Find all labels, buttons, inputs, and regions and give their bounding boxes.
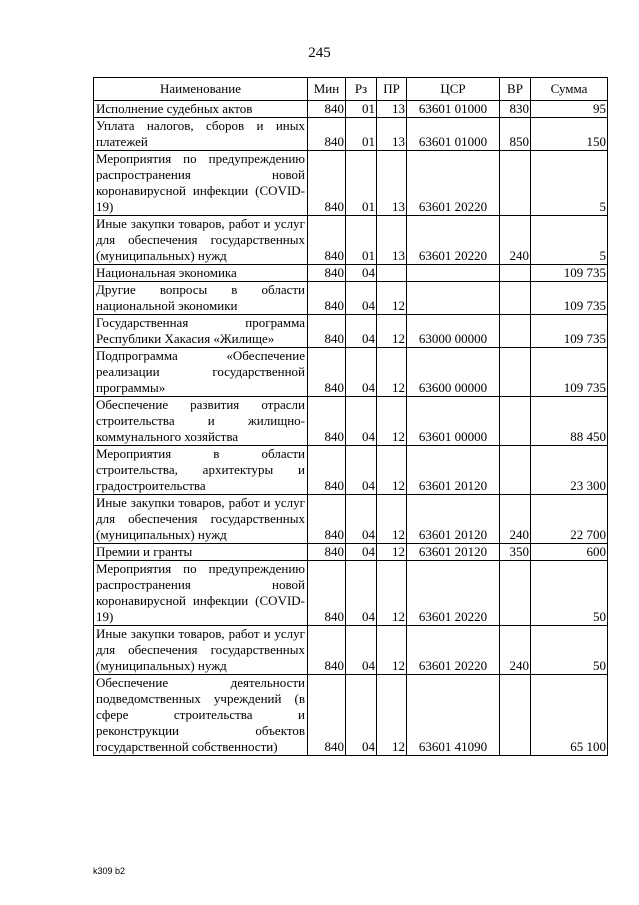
- cell-rz: 04: [346, 446, 377, 495]
- cell-rz: 04: [346, 397, 377, 446]
- cell-rz: 04: [346, 675, 377, 756]
- cell-vr: 850: [500, 118, 531, 151]
- cell-csr: 63601 01000: [407, 101, 500, 118]
- cell-csr: [407, 282, 500, 315]
- cell-min: 840: [308, 495, 346, 544]
- cell-vr: [500, 675, 531, 756]
- cell-name: Обеспечение развития отрасли строительства и жилищно-коммунального хозяйства: [94, 397, 308, 446]
- cell-min: 840: [308, 675, 346, 756]
- cell-rz: 04: [346, 495, 377, 544]
- cell-rz: 04: [346, 348, 377, 397]
- cell-csr: 63601 20220: [407, 561, 500, 626]
- cell-pr: 13: [377, 101, 407, 118]
- cell-sum: 109 735: [531, 282, 608, 315]
- cell-pr: [377, 265, 407, 282]
- cell-name: Исполнение судебных актов: [94, 101, 308, 118]
- cell-rz: 04: [346, 265, 377, 282]
- table-row: [94, 626, 608, 675]
- cell-sum: 50: [531, 561, 608, 626]
- cell-min: 840: [308, 561, 346, 626]
- cell-name: Другие вопросы в области национальной экономики: [94, 282, 308, 315]
- cell-vr: [500, 348, 531, 397]
- cell-sum: 22 700: [531, 495, 608, 544]
- table-row: [94, 397, 608, 446]
- cell-rz: 01: [346, 101, 377, 118]
- cell-pr: 12: [377, 282, 407, 315]
- cell-csr: 63601 41090: [407, 675, 500, 756]
- cell-rz: 04: [346, 315, 377, 348]
- header-csr: ЦСР: [407, 78, 500, 101]
- cell-min: 840: [308, 101, 346, 118]
- header-min: Мин: [308, 78, 346, 101]
- cell-csr: 63601 20220: [407, 216, 500, 265]
- cell-vr: 350: [500, 544, 531, 561]
- cell-sum: 50: [531, 626, 608, 675]
- cell-vr: 240: [500, 626, 531, 675]
- cell-name: Иные закупки товаров, работ и услуг для обеспечения государственных (муниципальных) нужд: [94, 626, 308, 675]
- cell-vr: [500, 561, 531, 626]
- cell-csr: 63601 20220: [407, 151, 500, 216]
- cell-name: Мероприятия по предупреждению распространения новой коронавирусной инфекции (COVID-19): [94, 561, 308, 626]
- table-row: [94, 151, 608, 216]
- cell-min: 840: [308, 315, 346, 348]
- cell-min: 840: [308, 626, 346, 675]
- table-row: [94, 315, 608, 348]
- cell-pr: 12: [377, 348, 407, 397]
- cell-rz: 04: [346, 626, 377, 675]
- cell-min: 840: [308, 348, 346, 397]
- cell-name: Уплата налогов, сборов и иных платежей: [94, 118, 308, 151]
- cell-rz: 01: [346, 216, 377, 265]
- table-header-row: [94, 78, 608, 101]
- cell-csr: 63601 20120: [407, 446, 500, 495]
- cell-vr: [500, 446, 531, 495]
- cell-csr: [407, 265, 500, 282]
- cell-vr: [500, 265, 531, 282]
- cell-sum: 109 735: [531, 315, 608, 348]
- cell-rz: 01: [346, 118, 377, 151]
- cell-name: Национальная экономика: [94, 265, 308, 282]
- cell-name: Иные закупки товаров, работ и услуг для обеспечения государственных (муниципальных) нужд: [94, 495, 308, 544]
- cell-vr: 240: [500, 216, 531, 265]
- cell-sum: 600: [531, 544, 608, 561]
- cell-pr: 12: [377, 495, 407, 544]
- header-vr: ВР: [500, 78, 531, 101]
- cell-vr: [500, 315, 531, 348]
- cell-rz: 04: [346, 561, 377, 626]
- table-body: [94, 101, 608, 756]
- cell-vr: [500, 397, 531, 446]
- cell-pr: 12: [377, 561, 407, 626]
- header-pr: ПР: [377, 78, 407, 101]
- cell-csr: 63000 00000: [407, 315, 500, 348]
- cell-csr: 63601 20120: [407, 544, 500, 561]
- table-row: [94, 216, 608, 265]
- cell-pr: 12: [377, 544, 407, 561]
- cell-sum: 88 450: [531, 397, 608, 446]
- cell-name: Иные закупки товаров, работ и услуг для обеспечения государственных (муниципальных) нужд: [94, 216, 308, 265]
- cell-min: 840: [308, 216, 346, 265]
- cell-pr: 12: [377, 626, 407, 675]
- cell-vr: [500, 282, 531, 315]
- cell-vr: 240: [500, 495, 531, 544]
- cell-csr: 63601 20120: [407, 495, 500, 544]
- table-row: [94, 265, 608, 282]
- cell-name: Мероприятия по предупреждению распространения новой коронавирусной инфекции (COVID-19): [94, 151, 308, 216]
- cell-name: Премии и гранты: [94, 544, 308, 561]
- cell-pr: 13: [377, 216, 407, 265]
- cell-csr: 63601 00000: [407, 397, 500, 446]
- cell-name: Обеспечение деятельности подведомственных учреждений (в сфере строительства и реконструкции объектов государственной собственности): [94, 675, 308, 756]
- table-row: [94, 544, 608, 561]
- cell-name: Мероприятия в области строительства, архитектуры и градостроительства: [94, 446, 308, 495]
- cell-min: 840: [308, 282, 346, 315]
- cell-pr: 12: [377, 397, 407, 446]
- budget-table: [93, 77, 608, 756]
- cell-name: Подпрограмма «Обеспечение реализации государственной программы»: [94, 348, 308, 397]
- header-sum: Сумма: [531, 78, 608, 101]
- table-row: [94, 348, 608, 397]
- table-row: [94, 446, 608, 495]
- cell-min: 840: [308, 118, 346, 151]
- cell-min: 840: [308, 397, 346, 446]
- footer-code: k309 b2: [93, 866, 126, 876]
- header-name: Наименование: [94, 78, 308, 101]
- table-row: [94, 282, 608, 315]
- cell-pr: 12: [377, 675, 407, 756]
- cell-pr: 13: [377, 151, 407, 216]
- cell-min: 840: [308, 544, 346, 561]
- cell-min: 840: [308, 151, 346, 216]
- cell-vr: 830: [500, 101, 531, 118]
- cell-sum: 150: [531, 118, 608, 151]
- cell-rz: 04: [346, 282, 377, 315]
- table-row: [94, 675, 608, 756]
- cell-pr: 12: [377, 446, 407, 495]
- cell-sum: 109 735: [531, 265, 608, 282]
- cell-csr: 63601 01000: [407, 118, 500, 151]
- page-number: 245: [308, 45, 331, 61]
- cell-min: 840: [308, 265, 346, 282]
- cell-csr: 63600 00000: [407, 348, 500, 397]
- cell-min: 840: [308, 446, 346, 495]
- cell-vr: [500, 151, 531, 216]
- cell-sum: 95: [531, 101, 608, 118]
- table-row: [94, 561, 608, 626]
- cell-sum: 23 300: [531, 446, 608, 495]
- cell-rz: 01: [346, 151, 377, 216]
- table-row: [94, 101, 608, 118]
- cell-sum: 5: [531, 216, 608, 265]
- cell-pr: 13: [377, 118, 407, 151]
- header-rz: Рз: [346, 78, 377, 101]
- cell-sum: 65 100: [531, 675, 608, 756]
- table-row: [94, 118, 608, 151]
- cell-csr: 63601 20220: [407, 626, 500, 675]
- cell-sum: 109 735: [531, 348, 608, 397]
- cell-name: Государственная программа Республики Хакасия «Жилище»: [94, 315, 308, 348]
- cell-rz: 04: [346, 544, 377, 561]
- table-row: [94, 495, 608, 544]
- cell-pr: 12: [377, 315, 407, 348]
- cell-sum: 5: [531, 151, 608, 216]
